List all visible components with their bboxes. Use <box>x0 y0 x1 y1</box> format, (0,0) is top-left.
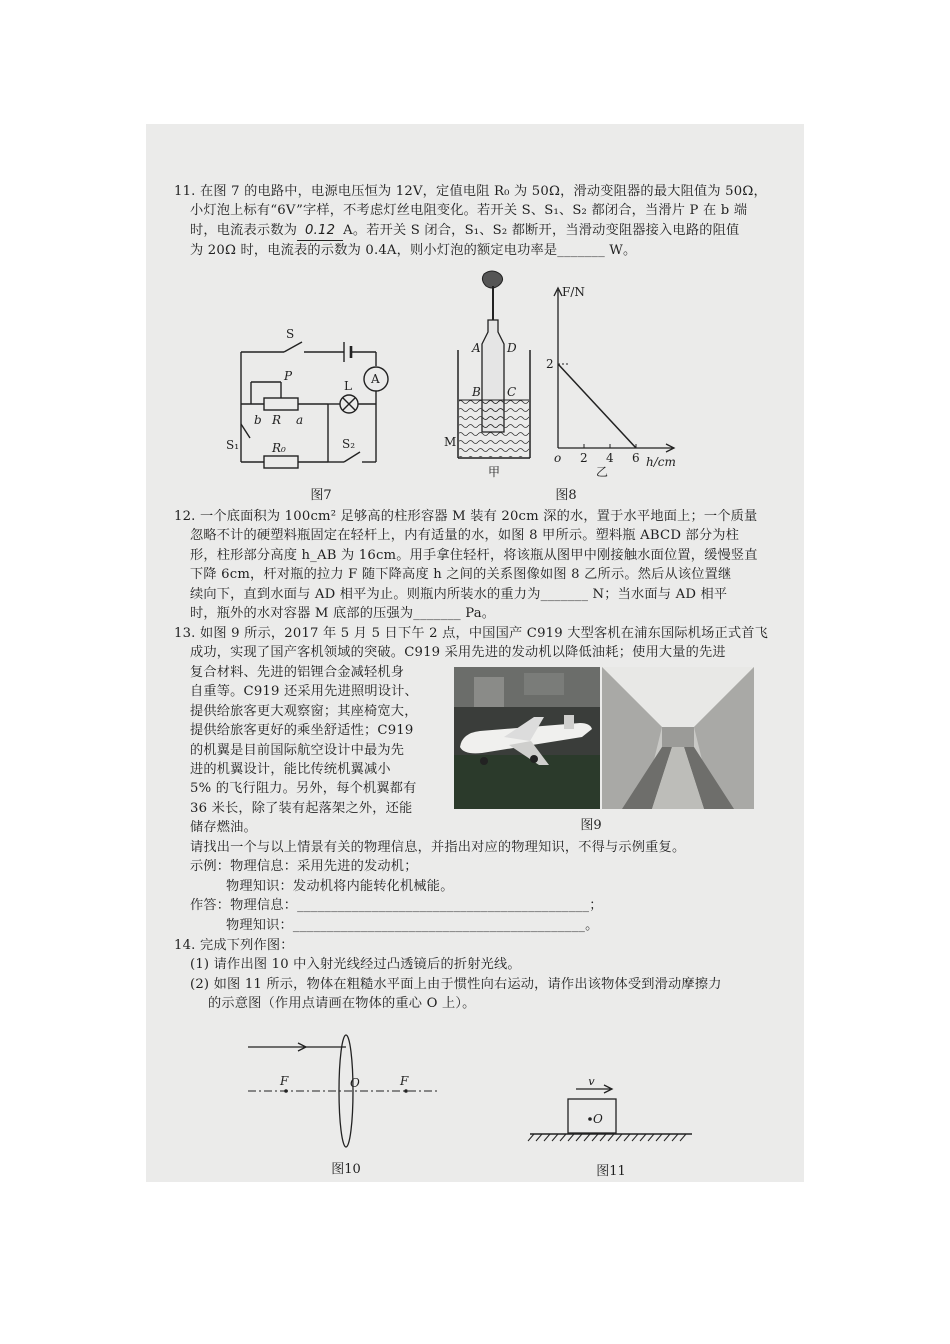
fig8-graph-xtick: 2 <box>580 451 588 465</box>
question-12 <box>174 507 794 623</box>
q12-line-3: 形，柱形部分高度 h_AB 为 16cm。用手拿住轻杆，将该瓶从图甲中刚接触水面位置，缓慢竖直 <box>190 547 758 563</box>
q12-line-4: 下降 6cm，杆对瓶的拉力 F 随下降高度 h 之间的关系图像如图 8 乙所示。然后从该位置继 <box>190 567 732 583</box>
fig8-graph-xtick: 6 <box>632 451 640 465</box>
q14-line-2: (1) 请作出图 10 中入射光线经过凸透镜后的折射光线。 <box>190 957 521 973</box>
q13-line-2: 成功，实现了国产客机领域的突破。C919 采用先进的发动机以降低油耗；使用大量的先进 <box>190 645 726 661</box>
q13-side-line: 36 米长，除了装有起落架之外，还能 <box>190 800 413 816</box>
q11-line-1: 11. 在图 7 的电路中，电源电压恒为 12V，定值电阻 R₀ 为 50Ω，滑动变阻器的最大阻值为 50Ω， <box>174 184 767 199</box>
figure-11-caption: 图11 <box>596 1164 626 1179</box>
figure-8-caption: 图8 <box>555 488 577 503</box>
q12-line-1: 12. 一个底面积为 100cm² 足够高的柱形容器 M 装有 20cm 深的水，置于水平地面上；一个质量 <box>174 509 758 524</box>
question-11 <box>174 182 794 261</box>
figure-10-caption: 图10 <box>331 1162 361 1177</box>
q13-side-line: 储存燃油。 <box>190 820 257 836</box>
q13-side-line: 进的机翼设计，能比传统机翼减小 <box>190 762 391 778</box>
figure-10-lens <box>238 1029 448 1159</box>
fig8-label-b: B <box>472 385 481 399</box>
q13-response <box>190 838 794 935</box>
figure-9-caption: 图9 <box>580 818 602 833</box>
fig8-sub-jia: 甲 <box>488 465 501 479</box>
q14-line-3: (2) 如图 11 所示，物体在粗糙水平面上由于惯性向右运动，请作出该物体受到滑动摩擦力 <box>190 976 722 992</box>
q13-answer-2: 物理知识：___________________________________________。 <box>226 917 599 933</box>
q12-line-5: 续向下，直到水面与 AD 相平为止。则瓶内所装水的重力为_______ N；当水面与 AD 相平 <box>190 586 728 602</box>
figure-7-caption: 图7 <box>310 488 332 503</box>
fig7-label-ammeter: A <box>371 372 380 386</box>
fig8-graph-ytick: 2 <box>546 357 554 371</box>
q13-side-line: 提供给旅客更大观察窗；其座椅宽大， <box>190 703 418 719</box>
fig7-label-p: P <box>284 369 293 383</box>
q14-line-1: 14. 完成下列作图： <box>174 938 294 953</box>
exam-paper <box>146 124 804 1182</box>
q13-example-2: 物理知识：发动机将内能转化机械能。 <box>226 878 454 894</box>
q12-line-2: 忽略不计的硬塑料瓶固定在轻杆上，内有适量的水，如图 8 甲所示。塑料瓶 ABCD 部分为柱 <box>190 528 740 544</box>
fig8-graph-marks <box>546 357 640 465</box>
question-14 <box>174 936 794 1014</box>
q11-handwritten-answer: 0.12 <box>297 221 343 241</box>
q11-line-4: 为 20Ω 时，电流表的示数为 0.4A，则小灯泡的额定电功率是_______ W。 <box>190 243 637 259</box>
fig7-label-s: S <box>286 327 295 341</box>
q13-side-line: 的机翼是目前国际航空设计中最为先 <box>190 742 405 758</box>
fig7-label-r: R <box>272 413 282 427</box>
q13-side-line: 5% 的飞行阻力。另外，每个机翼都有 <box>190 781 417 797</box>
q13-side-line: 提供给旅客更好的乘坐舒适性；C919 <box>190 723 414 739</box>
fig7-label-l: L <box>344 379 352 393</box>
figure-11-block <box>526 1079 696 1159</box>
fig7-label-a-end: a <box>296 413 304 427</box>
fig11-label-o: O <box>593 1112 603 1126</box>
fig8-graph-line <box>558 364 636 448</box>
q13-answer-1: 作答：物理信息：___________________________________________； <box>190 898 603 914</box>
q11-line-2: 小灯泡上标有“6V”字样，不考虑灯丝电阻变化。若开关 S、S₁、S₂ 都闭合，当滑片 P 在 b 端 <box>190 203 748 219</box>
fig8-graph-xtick: 4 <box>606 451 614 465</box>
fig8-graph-xlabel: h/cm <box>646 455 676 469</box>
fig8-graph-ylabel: F/N <box>562 285 585 299</box>
fig8-label-c: C <box>507 385 517 399</box>
q12-line-6: 时，瓶外的水对容器 M 底部的压强为_______ Pa。 <box>190 606 496 622</box>
q13-line-1: 13. 如图 9 所示，2017 年 5 月 5 日下午 2 点，中国国产 C919 大型客机在浦东国际机场正式首飞 <box>174 626 769 641</box>
fig7-label-s2: S₂ <box>342 437 356 451</box>
fig8-label-d: D <box>507 341 517 355</box>
q13-side-line: 自重等。C919 还采用先进照明设计、 <box>190 684 418 700</box>
figure-7-circuit <box>226 324 436 494</box>
fig8-label-a: A <box>472 341 481 355</box>
q11-line-3 <box>174 221 794 241</box>
fig8-graph-xtick: o <box>554 451 562 465</box>
q11-line-3a: 时，电流表示数为 <box>190 222 298 238</box>
fig8-sub-yi: 乙 <box>596 465 609 479</box>
question-13 <box>174 624 794 663</box>
q13-ask: 请找出一个与以上情景有关的物理信息，并指出对应的物理知识，不得与示例重复。 <box>190 840 686 855</box>
fig10-label-f-right: F <box>400 1074 409 1088</box>
fig10-label-o: O <box>350 1076 360 1090</box>
fig10-label-f-left: F <box>280 1074 289 1088</box>
figure-8-yi-graph <box>536 276 686 482</box>
figure-9-photo-airplane <box>454 667 600 809</box>
q11-line-3b: A。若开关 S 闭合，S₁、S₂ 都断开，当滑动变阻器接入电路的阻值 <box>343 222 740 238</box>
fig7-label-r0: R₀ <box>272 441 286 455</box>
fig7-label-s1: S₁ <box>226 438 240 452</box>
fig11-label-v: v <box>588 1079 595 1088</box>
q13-side-line: 复合材料、先进的铝锂合金减轻机身 <box>190 665 405 680</box>
q13-side-text <box>190 663 452 838</box>
figure-9-photo-cabin <box>602 667 754 809</box>
q14-line-4: 的示意图（作用点请画在物体的重心 O 上）。 <box>208 996 476 1012</box>
q13-example-1: 示例：物理信息：采用先进的发动机； <box>190 859 418 875</box>
fig8-label-m: M <box>444 435 457 449</box>
fig7-label-b: b <box>254 413 262 427</box>
